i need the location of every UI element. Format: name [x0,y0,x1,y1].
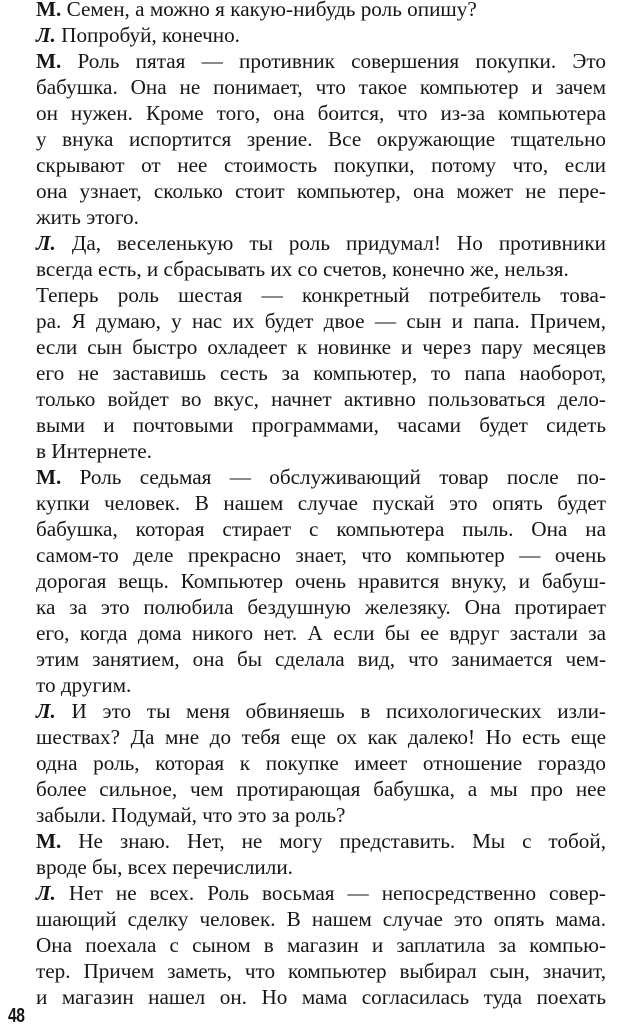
line-text: Не знаю. Нет, не могу представить. Мы с тобой, [61,829,606,853]
line-text: он нужен. Кроме того, она боится, что из-за компьютера [36,101,606,125]
dialogue-paragraph [10,0,606,22]
line-text: бабушка, которая стирает с компьютера пыль. Она на [36,517,606,541]
line-text: то другим. [36,673,132,697]
text-line [10,828,606,854]
text-line [10,620,606,646]
text-line [10,256,606,282]
line-text: скрывают от нее стоимость покупки, потому что, если [36,153,606,177]
text-line [10,386,606,412]
line-text: бабушка. Она не понимает, что такое компьютер и зачем [36,75,606,99]
speaker-label: Л. [36,699,56,723]
speaker-label: Л. [36,881,56,905]
text-line [10,204,606,230]
page-number: 48 [8,1005,25,1027]
line-text: всегда есть, и сбрасывать их со счетов, конечно же, нельзя. [36,257,569,281]
text-line [10,464,606,490]
speaker-label: М. [36,0,62,21]
text-line [10,958,606,984]
text-line [10,412,606,438]
dialogue-paragraph [10,48,606,230]
text-line [10,438,606,464]
text-line [10,802,606,828]
line-text: шествах? Да мне до тебя еще ох как далеко! Но есть еще [36,725,606,749]
text-line [10,282,606,308]
text-line [10,594,606,620]
text-line [10,126,606,152]
line-text: Нет не всех. Роль восьмая — непосредственно совер- [55,881,606,905]
line-text: если сын быстро охладеет к новинке и через пару месяцев [36,335,606,359]
text-line [10,178,606,204]
line-text: шающий сделку человек. В нашем случае это опять мама. [36,907,606,931]
text-line [10,74,606,100]
line-text: она узнает, сколько стоит компьютер, она может не пере- [36,179,606,203]
text-line [10,880,606,906]
text-line [10,854,606,880]
text-line [10,672,606,698]
line-text: Теперь роль шестая — конкретный потребитель това- [36,283,606,307]
text-line [10,334,606,360]
line-text: этим занятием, она бы сделала вид, что занимается чем- [36,647,606,671]
dialogue-text [10,0,606,1010]
text-line [10,724,606,750]
line-text: дорогая вещь. Компьютер очень нравится внуку, и бабуш- [36,569,606,593]
speaker-label: М. [36,829,62,853]
line-text: Попробуй, конечно. [55,23,240,47]
line-text: купки человек. В нашем случае пускай это опять будет [36,491,606,515]
text-line [10,100,606,126]
line-text: забыли. Подумай, что это за роль? [36,803,346,827]
line-text: одна роль, которая к покупке имеет отношение гораздо [36,751,606,775]
speaker-label: Л. [36,23,56,47]
line-text: вроде бы, всех перечислили. [36,855,293,879]
line-text: Семен, а можно я какую-нибудь роль опишу? [61,0,477,21]
line-text: его, когда дома никого нет. А если бы ее вдруг застали за [36,621,606,645]
speaker-label: Л. [36,231,56,255]
speaker-label: М. [36,465,62,489]
text-line [10,516,606,542]
text-line [10,984,606,1010]
dialogue-paragraph [10,464,606,698]
line-text: самом-то деле прекрасно знает, что компьютер — очень [36,543,606,567]
line-text: ра. Я думаю, у нас их будет двое — сын и папа. Причем, [36,309,606,333]
text-line [10,490,606,516]
dialogue-paragraph [10,880,606,1010]
text-line [10,698,606,724]
line-text: Да, веселенькую ты роль придумал! Но противники [55,231,606,255]
line-text: более сильное, чем протирающая бабушка, а мы про нее [36,777,606,801]
dialogue-paragraph [10,282,606,464]
line-text: его не заставишь сесть за компьютер, то папа наоборот, [36,361,606,385]
text-line [10,568,606,594]
line-text: ка за это полюбила бездушную железяку. Она протирает [36,595,606,619]
line-text: тер. Причем заметь, что компьютер выбирал сын, значит, [36,959,606,983]
text-line [10,48,606,74]
text-line [10,308,606,334]
text-line [10,906,606,932]
dialogue-paragraph [10,22,606,48]
line-text: в Интернете. [36,439,152,463]
line-text: жить этого. [36,205,139,229]
line-text: только войдет во вкус, начнет активно пользоваться дело- [36,387,606,411]
line-text: у внука испортится зрение. Все окружающие тщательно [36,127,606,151]
text-line [10,152,606,178]
line-text: и магазин нашел он. Но мама согласилась туда поехать [36,985,606,1009]
text-line [10,776,606,802]
dialogue-paragraph [10,698,606,828]
text-line [10,360,606,386]
line-text: Она поехала с сыном в магазин и заплатила за компью- [36,933,606,957]
line-text: И это ты меня обвиняешь в психологических изли- [55,699,606,723]
speaker-label: М. [36,49,62,73]
text-line [10,542,606,568]
text-line [10,750,606,776]
text-line [10,646,606,672]
line-text: Роль седьмая — обслуживающий товар после по- [61,465,606,489]
text-line [10,230,606,256]
line-text: Роль пятая — противник совершения покупки. Это [61,49,606,73]
text-line [10,22,606,48]
text-line [10,932,606,958]
dialogue-paragraph [10,828,606,880]
text-line [10,0,606,22]
dialogue-paragraph [10,230,606,282]
line-text: выми и почтовыми программами, часами будет сидеть [36,413,606,437]
